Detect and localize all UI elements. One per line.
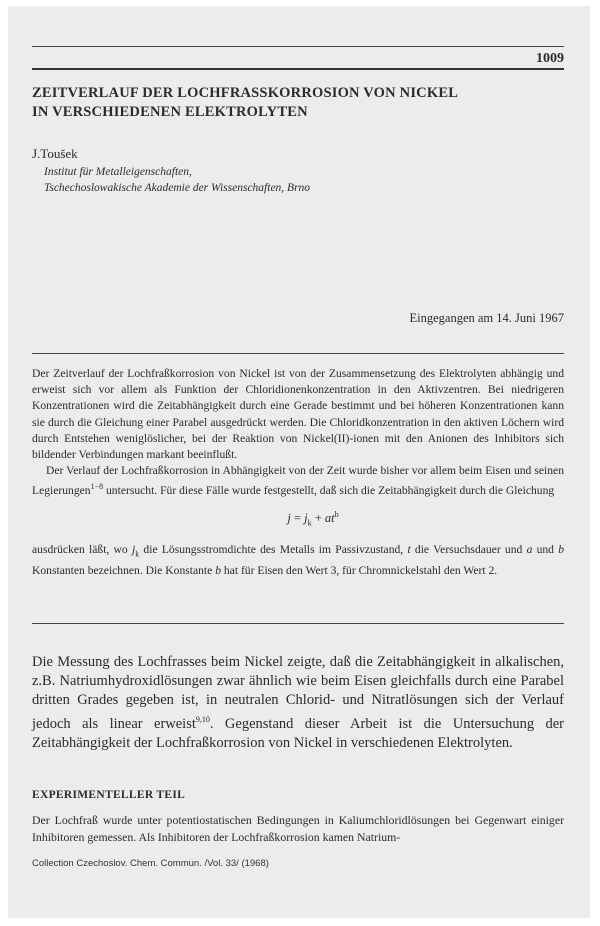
author: J.Toušek: [32, 146, 78, 161]
variable: t: [407, 543, 411, 557]
abstract-paragraph-2: [32, 463, 564, 499]
equation-exponent: b: [334, 510, 339, 520]
equation-subscript: k: [307, 519, 312, 529]
abstract: [32, 366, 564, 579]
page-number: 1009: [536, 51, 564, 66]
article-title: [32, 84, 564, 122]
body-text: Die Messung des Lochfrasses beim Nickel zeigte, daß die Zeitabhängigkeit in alkalischen, z.B. Natriumhydroxidlösungen zwar ähnlich wie beim Eisen gleichfalls durch eine Parabel dritten Grades gegeben ist, in neutralen Chlorid- und Nitratlösungen sich der Verlauf jedoch als linear erweist: [32, 654, 564, 732]
abstract-text: untersucht. Für diese Fälle wurde festgestellt, daß sich die Zeitabhängigkeit durch die Gleichung: [103, 484, 555, 498]
affiliation-line-2: Tschechoslowakische Akademie der Wissenschaften, Brno: [44, 182, 311, 194]
abstract-rule-top: [32, 353, 564, 354]
abstract-text: ausdrücken läßt, wo: [32, 543, 132, 557]
abstract-text: und: [532, 543, 559, 557]
equation: [32, 507, 564, 532]
header-rule-bottom: [32, 68, 564, 70]
abstract-text: Der Verlauf der Lochfraßkorrosion in Abhängigkeit von der Zeit wurde bisher vor allem beim Eisen und seinen Legierungen: [32, 464, 564, 498]
variable: b: [558, 543, 565, 557]
equation-operator: =: [290, 511, 305, 526]
variable: j: [131, 543, 136, 557]
journal-page: [8, 6, 590, 918]
title-line-1: ZEITVERLAUF DER LOCHFRASSKORROSION VON NICKEL: [32, 85, 459, 101]
affiliation: [44, 164, 576, 196]
section-paragraph: Der Lochfraß wurde unter potentiostatischen Bedingungen in Kaliumchloridlösungen bei Gegenwart einiger Inhibitoren gemessen. Als Inhibitoren der Lochfraßkorrosion kamen Natrium-: [32, 813, 564, 844]
abstract-text: die Versuchsdauer und: [410, 543, 527, 557]
section-heading: EXPERIMENTELLER TEIL: [32, 789, 186, 801]
abstract-paragraph-3: [32, 542, 564, 579]
equation-operator: +: [311, 511, 325, 526]
reference-superscript: 9,10: [195, 715, 210, 724]
variable-subscript: k: [135, 549, 140, 559]
variable: a: [526, 543, 533, 557]
equation-symbol: at: [324, 511, 335, 526]
equation-symbol: j: [304, 511, 308, 526]
body-text: . Gegenstand dieser Arbeit ist die Untersuchung der Zeitabhängigkeit der Lochfraßkorrosion von Nickel in verschiedenen Elektrolyten.: [32, 715, 565, 751]
section-text: [32, 812, 564, 846]
title-line-2: IN VERSCHIEDENEN ELEKTROLYTEN: [32, 104, 308, 120]
abstract-paragraph-1: Der Zeitverlauf der Lochfraßkorrosion von Nickel ist von der Zusammensetzung des Elektrolyten abhängig und erweist sich vor allem als Funktion der Chloridionenkonzentration in den Aktivzentren. Bei niedrigeren Konzentrationen wird die Zeitabhängigkeit durch eine Gerade bestimmt und bei höheren Konzentrationen kann sie durch die Gleichung einer Parabel ausgedrückt werden. Die Chloridkonzentration in den aktiven Löchern wird durch Entstehen weniglöslicher, bei der Reaktion von Nickel(II)-ionen mit den Anionen des Inhibitors sich bildender Verbindungen markant beeinflußt.: [32, 367, 564, 462]
footer-citation: Collection Czechoslov. Chem. Commun. /Vol. 33/ (1968): [32, 858, 269, 869]
variable: b: [215, 563, 221, 577]
introduction-paragraph: [32, 653, 564, 753]
abstract-text: die Lösungsstromdichte des Metalls im Passivzustand,: [139, 543, 408, 557]
reference-superscript: 1−8: [90, 482, 104, 492]
received-date: Eingegangen am 14. Juni 1967: [409, 311, 564, 325]
abstract-text: Konstanten bezeichnen. Die Konstante: [32, 563, 216, 577]
abstract-text: hat für Eisen den Wert 3, für Chromnickelstahl den Wert 2.: [220, 563, 498, 577]
equation-symbol: j: [287, 511, 291, 526]
abstract-rule-bottom: [32, 623, 564, 624]
introduction: [32, 653, 564, 753]
header-rule-top: [32, 46, 564, 47]
affiliation-line-1: Institut für Metalleigenschaften,: [44, 166, 192, 178]
